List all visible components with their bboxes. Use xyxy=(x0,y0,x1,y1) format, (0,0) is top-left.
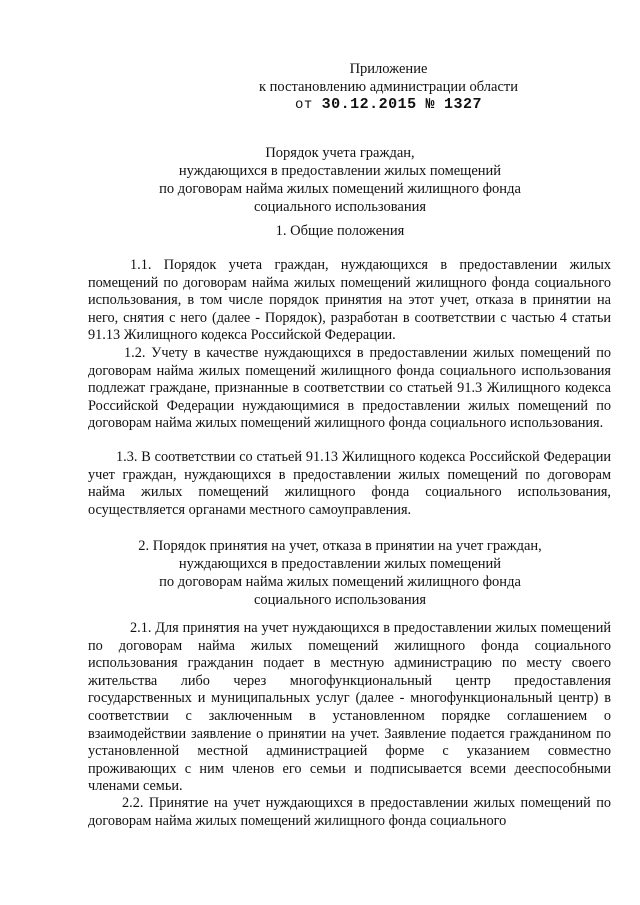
appendix-label: Приложение xyxy=(349,61,428,77)
stamp-prefix: от xyxy=(294,97,313,113)
heading-line: по договорам найма жилых помещений жилищного фонда xyxy=(159,574,521,590)
appendix-resolution: к постановлению администрации области xyxy=(258,79,518,95)
paragraph-1-1: 1.1. Порядок учета граждан, нуждающихся в предоставлении жилых помещений по договорам найма жилых помещений жилищного фонда социального использования, в том числе порядок принятия на этот учет, отказа в принятии на него, снятия с него (далее - Порядок), разработан в соответствии с частью 4 статьи 91.13 Жилищного кодекса Российской Федерации. xyxy=(88,257,611,344)
stamp-number: 1327 xyxy=(444,96,483,113)
stamp-number-sign: № xyxy=(425,96,436,113)
paragraph-1-2: 1.2. Учету в качестве нуждающихся в предоставлении жилых помещений по договорам найма жилых помещений жилищного фонда социального использования подлежат граждане, признанные в соответствии со статьей 91.3 Жилищного кодекса Российской Федерации нуждающимися в предоставлении жилых помещений по договорам найма жилых помещений жилищного фонда социального использования. xyxy=(88,345,611,432)
date-number-stamp xyxy=(259,96,518,114)
heading-line: нуждающихся в предоставлении жилых помещений xyxy=(178,556,502,572)
heading-line: социального использования xyxy=(253,592,427,608)
title-line: нуждающихся в предоставлении жилых помещений xyxy=(178,163,502,179)
paragraph-2-1: 2.1. Для принятия на учет нуждающихся в предоставлении жилых помещений по договорам найма жилых помещений жилищного фонда социального использования гражданин подает в местную администрацию по месту своего жительства либо через многофункциональный центр предоставления государственных и муниципальных услуг (далее - многофункциональный центр) в соответствии с заключенным в установленном порядке соглашением о взаимодействии заявление о принятии на учет. Заявление подается гражданином по установленной местной администрацией форме с указанием совместно проживающих с ним членов его семьи и подписывается всеми дееспособными членами семьи. xyxy=(88,620,611,795)
document-title xyxy=(90,144,590,216)
heading-line: 2. Порядок принятия на учет, отказа в принятии на учет граждан, xyxy=(138,538,542,554)
paragraph-1-3: 1.3. В соответствии со статьей 91.13 Жилищного кодекса Российской Федерации учет граждан, нуждающихся в предоставлении жилых помещений по договорам найма жилых помещений жилищного фонда социального использования, осуществляется органами местного самоуправления. xyxy=(88,449,611,518)
section-2-heading xyxy=(90,537,590,609)
section-1-heading: 1. Общие положения xyxy=(275,223,405,239)
title-line: социального использования xyxy=(253,199,427,215)
paragraph-2-2: 2.2. Принятие на учет нуждающихся в предоставлении жилых помещений по договорам найма жилых помещений жилищного фонда социального xyxy=(88,795,611,829)
title-line: Порядок учета граждан, xyxy=(265,145,415,161)
title-line: по договорам найма жилых помещений жилищного фонда xyxy=(159,181,521,197)
appendix-block xyxy=(259,60,518,114)
stamp-date: 30.12.2015 xyxy=(321,96,417,113)
